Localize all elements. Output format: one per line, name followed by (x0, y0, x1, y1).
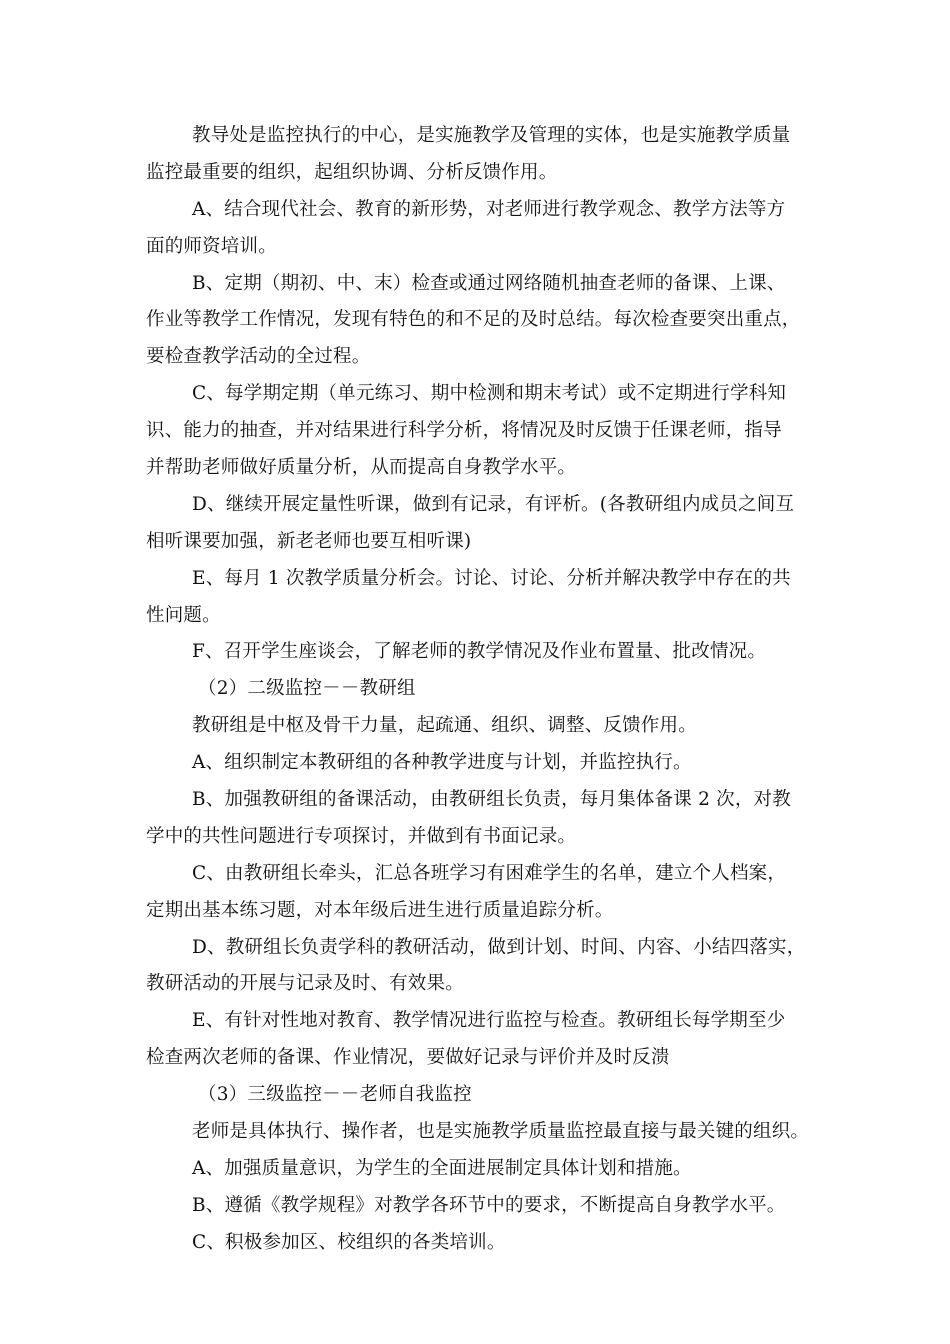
paragraph-line: C、每学期定期（单元练习、期中检测和期末考试）或不定期进行学科知 (192, 383, 787, 405)
paragraph-line: 教导处是监控执行的中心，是实施教学及管理的实体，也是实施教学质量 (192, 125, 791, 146)
paragraph-line: 教研活动的开展与记录及时、有效果。 (146, 973, 464, 995)
paragraph-line: 并帮助老师做好质量分析，从而提高自身教学水平。 (146, 457, 577, 479)
paragraph-line: A、结合现代社会、教育的新形势，对老师进行教学观念、教学方法等方 (192, 198, 786, 220)
paragraph-line: 作业等教学工作情况，发现有特色的和不足的及时总结。每次检查要突出重点， (146, 309, 801, 331)
paragraph-line: 识、能力的抽查，并对结果进行科学分析，将情况及时反馈于任课老师，指导 (146, 420, 782, 442)
paragraph-line: C、积极参加区、校组织的各类培训。 (192, 1231, 506, 1253)
paragraph-line: 检查两次老师的备课、作业情况，要做好记录与评价并及时反溃 (146, 1047, 670, 1069)
paragraph-line: B、遵循《教学规程》对教学各环节中的要求，不断提高自身教学水平。 (192, 1194, 786, 1216)
section-heading: （3）三级监控－－老师自我监控 (198, 1084, 472, 1106)
paragraph-line: 学中的共性问题进行专项探讨，并做到有书面记录。 (146, 825, 577, 847)
paragraph-line: 性问题。 (146, 604, 221, 626)
paragraph-line: F、召开学生座谈会，了解老师的教学情况及作业布置量、批改情况。 (192, 641, 767, 663)
paragraph-line: D、继续开展定量性听课，做到有记录，有评析。(各教研组内成员之间互 (192, 493, 795, 515)
document-body (146, 118, 826, 1262)
paragraph-line: E、每月 1 次教学质量分析会。讨论、讨论、分析并解决教学中存在的共 (192, 567, 791, 589)
paragraph-line: 要检查教学活动的全过程。 (146, 346, 371, 368)
paragraph-line: C、由教研组长牵头，汇总各班学习有困难学生的名单，建立个人档案， (192, 862, 787, 884)
paragraph-line: 相听课要加强，新老老师也要互相听课) (146, 530, 472, 552)
paragraph-line: 教研组是中枢及骨干力量，起疏通、组织、调整、反馈作用。 (192, 715, 697, 737)
paragraph-line: 面的师资培训。 (146, 235, 277, 257)
paragraph-line: B、加强教研组的备课活动，由教研组长负责，每月集体备课 2 次，对教 (192, 789, 791, 811)
paragraph-line: B、定期（期初、中、末）检查或通过网络随机抽查老师的备课、上课、 (192, 272, 786, 294)
section-heading: （2）二级监控－－教研组 (198, 678, 416, 700)
paragraph-line: A、加强质量意识，为学生的全面进展制定具体计划和措施。 (192, 1157, 692, 1179)
paragraph-line: 监控最重要的组织，起组织协调、分析反馈作用。 (146, 161, 558, 183)
paragraph-line: 定期出基本练习题，对本年级后进生进行质量追踪分析。 (146, 899, 614, 921)
paragraph-line: E、有针对性地对教育、教学情况进行监控与检查。教研组长每学期至少 (192, 1010, 786, 1032)
paragraph-line: A、组织制定本教研组的各种教学进度与计划，并监控执行。 (192, 752, 692, 774)
paragraph-line: 老师是具体执行、操作者，也是实施教学质量监控最直接与最关键的组织。 (192, 1121, 810, 1143)
paragraph-line: D、教研组长负责学科的教研活动，做到计划、时间、内容、小结四落实， (192, 936, 806, 958)
